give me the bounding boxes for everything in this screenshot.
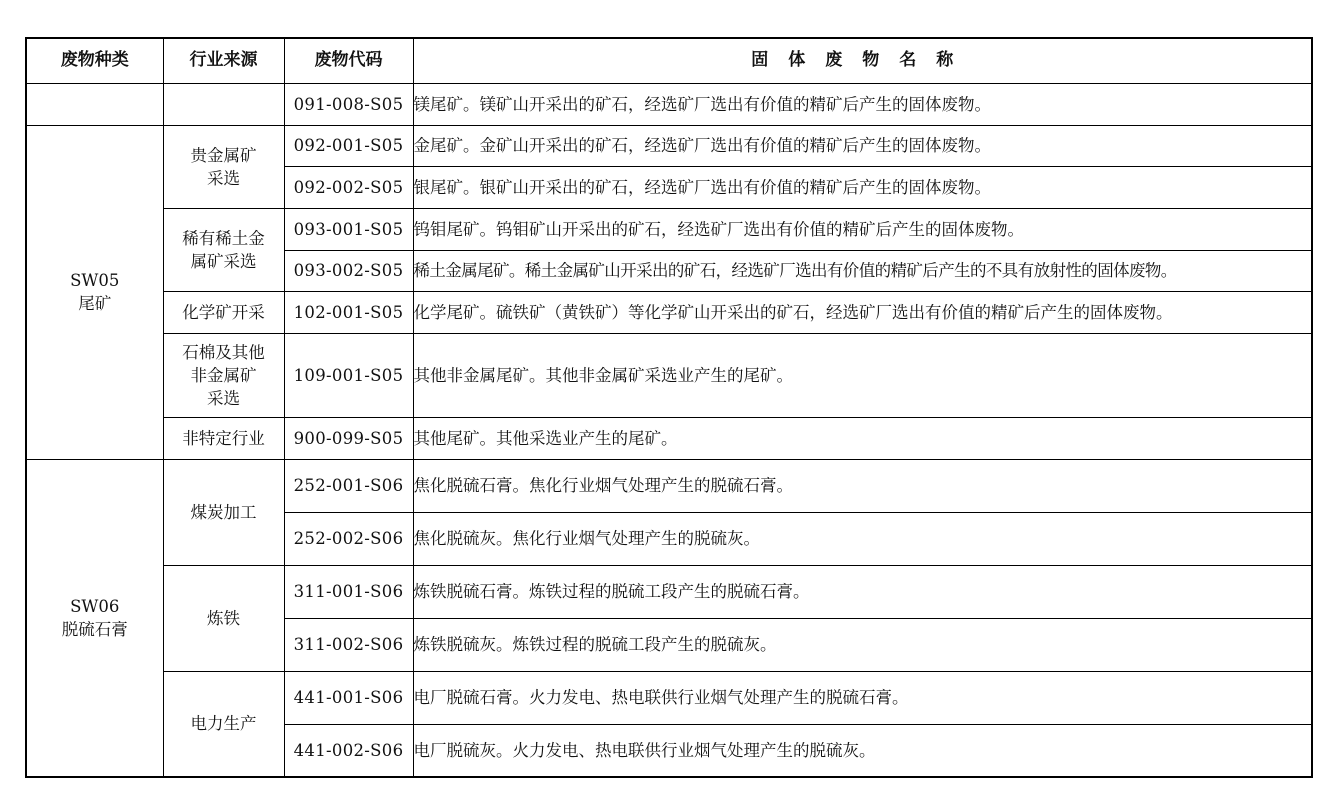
waste-description: 钨钼尾矿。钨钼矿山开采出的矿石，经选矿厂选出有价值的精矿后产生的固体废物。	[413, 208, 1312, 250]
waste-description: 稀土金属尾矿。稀土金属矿山开采出的矿石，经选矿厂选出有价值的精矿后产生的不具有放射性的固体废物。	[413, 250, 1312, 291]
category-name: 脱硫石膏	[61, 619, 128, 639]
waste-description: 金尾矿。金矿山开采出的矿石，经选矿厂选出有价值的精矿后产生的固体废物。	[413, 125, 1312, 166]
table-row	[26, 208, 1312, 250]
waste-description: 银尾矿。银矿山开采出的矿石，经选矿厂选出有价值的精矿后产生的固体废物。	[413, 166, 1312, 208]
source-cell-empty	[163, 83, 284, 125]
source-line: 贵金属矿	[190, 145, 257, 165]
waste-code: 900-099-S05	[284, 417, 413, 459]
source-line: 稀有稀土金	[182, 228, 265, 248]
table-row	[26, 417, 1312, 459]
waste-code: 091-008-S05	[284, 83, 413, 125]
waste-description: 化学尾矿。硫铁矿（黄铁矿）等化学矿山开采出的矿石，经选矿厂选出有价值的精矿后产生的固体废物。	[413, 291, 1312, 333]
table-header-row	[26, 38, 1312, 83]
table-row	[26, 333, 1312, 417]
category-code: SW06	[70, 596, 120, 616]
table-row	[26, 125, 1312, 166]
waste-description: 其他尾矿。其他采选业产生的尾矿。	[413, 417, 1312, 459]
waste-code: 252-002-S06	[284, 512, 413, 565]
table-row	[26, 671, 1312, 724]
waste-description: 焦化脱硫灰。焦化行业烟气处理产生的脱硫灰。	[413, 512, 1312, 565]
header-name: 固体废物名称	[413, 38, 1312, 83]
waste-code: 311-002-S06	[284, 618, 413, 671]
waste-description: 电厂脱硫石膏。火力发电、热电联供行业烟气处理产生的脱硫石膏。	[413, 671, 1312, 724]
header-source: 行业来源	[163, 38, 284, 83]
category-name: 尾矿	[78, 294, 112, 313]
source-line: 非金属矿	[190, 365, 257, 385]
category-sw05	[26, 125, 163, 459]
waste-code: 092-002-S05	[284, 166, 413, 208]
waste-code: 441-002-S06	[284, 724, 413, 777]
waste-code: 093-001-S05	[284, 208, 413, 250]
table-row	[26, 459, 1312, 512]
solid-waste-table	[25, 37, 1313, 778]
waste-description: 焦化脱硫石膏。焦化行业烟气处理产生的脱硫石膏。	[413, 459, 1312, 512]
source-line: 采选	[207, 388, 240, 408]
waste-code: 092-001-S05	[284, 125, 413, 166]
source-asbestos-nonmetal	[163, 333, 284, 417]
table-row	[26, 565, 1312, 618]
source-power-generation: 电力生产	[163, 671, 284, 777]
source-line: 属矿采选	[190, 251, 257, 271]
source-line: 采选	[207, 168, 240, 188]
waste-description: 镁尾矿。镁矿山开采出的矿石，经选矿厂选出有价值的精矿后产生的固体废物。	[413, 83, 1312, 125]
waste-description: 电厂脱硫灰。火力发电、热电联供行业烟气处理产生的脱硫灰。	[413, 724, 1312, 777]
waste-code: 109-001-S05	[284, 333, 413, 417]
source-rare-earth	[163, 208, 284, 291]
waste-code: 093-002-S05	[284, 250, 413, 291]
waste-code: 102-001-S05	[284, 291, 413, 333]
waste-code: 311-001-S06	[284, 565, 413, 618]
waste-code: 252-001-S06	[284, 459, 413, 512]
waste-description: 炼铁脱硫石膏。炼铁过程的脱硫工段产生的脱硫石膏。	[413, 565, 1312, 618]
header-category: 废物种类	[26, 38, 163, 83]
waste-code: 441-001-S06	[284, 671, 413, 724]
table-row	[26, 291, 1312, 333]
source-ironmaking: 炼铁	[163, 565, 284, 671]
waste-description: 其他非金属尾矿。其他非金属矿采选业产生的尾矿。	[413, 333, 1312, 417]
category-sw06	[26, 459, 163, 777]
category-cell-empty	[26, 83, 163, 125]
waste-description: 炼铁脱硫灰。炼铁过程的脱硫工段产生的脱硫灰。	[413, 618, 1312, 671]
header-code: 废物代码	[284, 38, 413, 83]
category-code: SW05	[70, 271, 120, 290]
source-chemical-mining: 化学矿开采	[163, 291, 284, 333]
source-precious-metal	[163, 125, 284, 208]
table-row	[26, 83, 1312, 125]
source-line: 石棉及其他	[182, 342, 265, 362]
source-coal-processing: 煤炭加工	[163, 459, 284, 565]
source-nonspecific: 非特定行业	[163, 417, 284, 459]
